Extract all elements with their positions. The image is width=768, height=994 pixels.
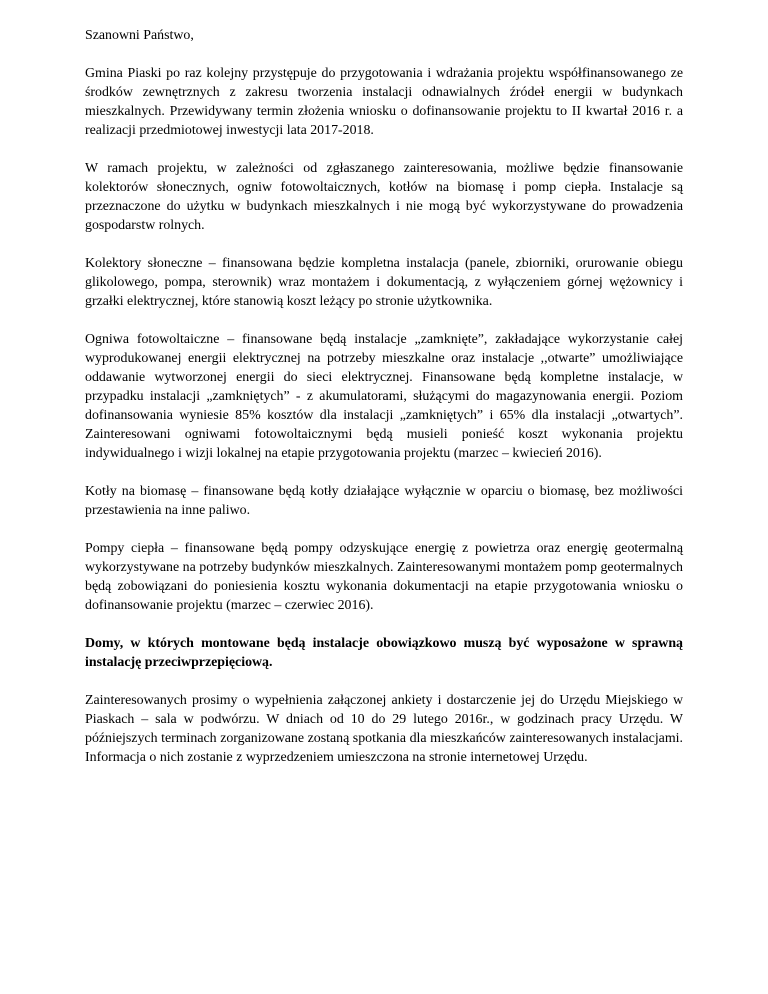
paragraph-project-intro: Gmina Piaski po raz kolejny przystępuje do przygotowania i wdrażania projektu współfinansowanego ze środków zewnętrznych z zakresu tworzenia instalacji odnawialnych źródeł energii w budynkach mieszkalnych. Przewidywany termin złożenia wniosku o dofinansowanie projektu to II kwartał 2016 r. a realizacji przedmiotowej inwestycji lata 2017-2018.: [85, 66, 683, 138]
paragraph-surge-protection-notice: Domy, w których montowane będą instalacje obowiązkowo muszą być wyposażone w sprawną instalację przeciwprzepięciową.: [85, 636, 683, 670]
paragraph-project-scope: W ramach projektu, w zależności od zgłaszanego zainteresowania, możliwe będzie finansowanie kolektorów słonecznych, ogniw fotowoltaicznych, kotłów na biomasę i pomp ciepła. Instalacje są przeznaczone do użytku w budynkach mieszkalnych i nie mogą być wykorzystywane do prowadzenia gospodarstw rolnych.: [85, 161, 683, 233]
salutation: Szanowni Państwo,: [85, 28, 194, 43]
paragraph-heat-pumps: Pompy ciepła – finansowane będą pompy odzyskujące energię z powietrza oraz energię geotermalną wykorzystywane na potrzeby budynków mieszkalnych. Zainteresowanymi montażem pomp geotermalnych będą zobowiązani do poniesienia kosztu wykonania dokumentacji na etapie przygotowania wniosku o dofinansowanie projektu (marzec – czerwiec 2016).: [85, 541, 683, 613]
paragraph-photovoltaic-cells: Ogniwa fotowoltaiczne – finansowane będą instalacje „zamknięte”, zakładające wykorzystanie całej wyprodukowanej energii elektrycznej na potrzeby mieszkalne oraz instalacje ,,otwarte” umożliwiające oddawanie wytworzonej energii do sieci elektrycznej. Finansowane będą kompletne instalacje, w przypadku instalacji „zamkniętych” - z akumulatorami, służącymi do magazynowania energii. Poziom dofinansowania wyniesie 85% kosztów dla instalacji „zamkniętych” i 65% dla instalacji „otwartych”. Zainteresowani ogniwami fotowoltaicznymi będą musieli ponieść koszt wykonania projektu indywidualnego i wizji lokalnej na etapie przygotowania projektu (marzec – kwiecień 2016).: [85, 332, 683, 461]
paragraph-biomass-boilers: Kotły na biomasę – finansowane będą kotły działające wyłącznie w oparciu o biomasę, bez możliwości przestawienia na inne paliwo.: [85, 484, 683, 518]
paragraph-survey-instructions: Zainteresowanych prosimy o wypełnienia załączonej ankiety i dostarczenie jej do Urzędu Miejskiego w Piaskach – sala w podwórzu. W dniach od 10 do 29 lutego 2016r., w godzinach pracy Urzędu. W późniejszych terminach zorganizowane zostaną spotkania dla mieszkańców zainteresowanych instalacjami. Informacja o nich zostanie z wyprzedzeniem umieszczona na stronie internetowej Urzędu.: [85, 693, 683, 765]
letter-body: [85, 26, 683, 786]
paragraph-solar-collectors: Kolektory słoneczne – finansowana będzie kompletna instalacja (panele, zbiorniki, orurowanie obiegu glikolowego, pompa, sterownik) wraz montażem i dokumentacją, z wyłączeniem górnej wężownicy i grzałki elektrycznej, które stanowią koszt leżący po stronie użytkownika.: [85, 256, 683, 309]
